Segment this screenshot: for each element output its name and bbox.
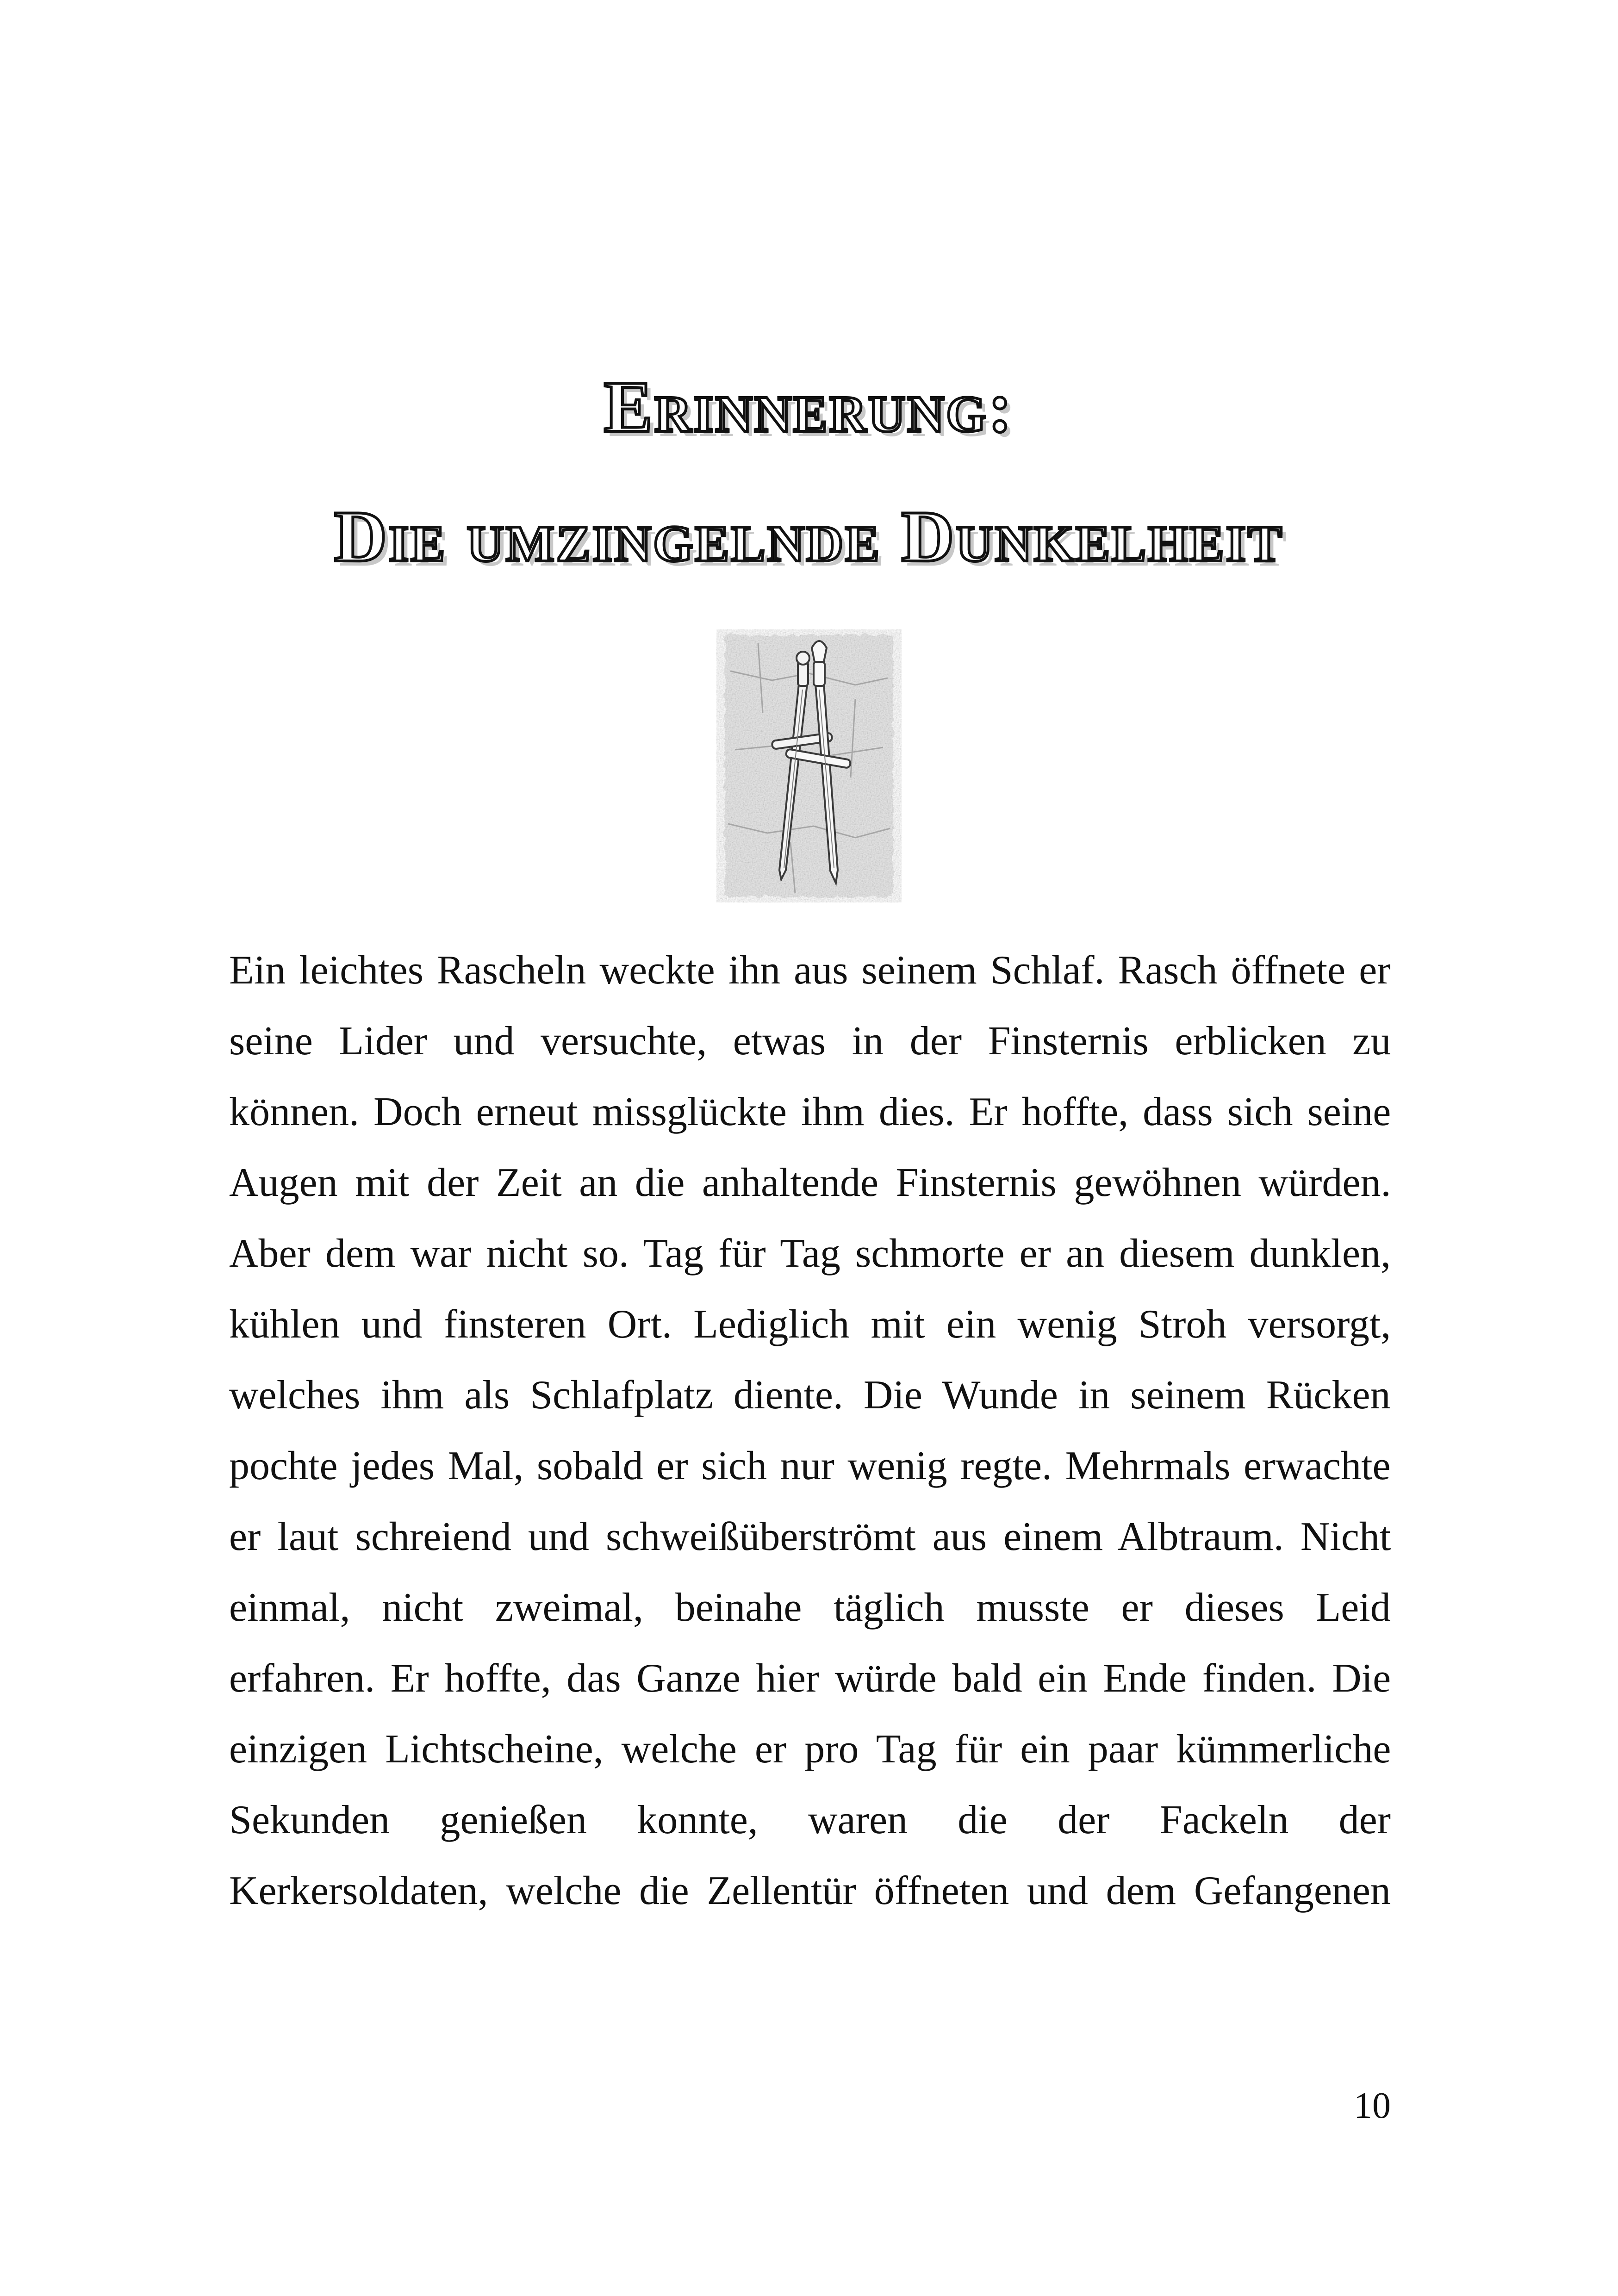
page-number: 10	[1354, 2085, 1391, 2126]
text-line: pochte jedes Mal, sobald er sich nur wenig regte. Mehrmals erwachte	[229, 1444, 1391, 1488]
text-line: seine Lider und versuchte, etwas in der Finsternis erblicken zu	[229, 1019, 1391, 1064]
text-line: Aber dem war nicht so. Tag für Tag schmorte er an diesem dunklen,	[229, 1231, 1391, 1276]
text-line: erfahren. Er hoffte, das Ganze hier würde bald ein Ende finden. Die	[229, 1656, 1391, 1701]
chapter-title-line-1: Erinnerung:	[604, 367, 1014, 448]
chapter-body-text	[229, 935, 1391, 1926]
text-line: er laut schreiend und schweißüberströmt aus einem Albtraum. Nicht	[229, 1514, 1391, 1559]
chapter-title	[0, 342, 1618, 602]
chapter-title-line-2: Die umzingelnde Dunkelheit	[334, 496, 1284, 577]
crossed-swords-on-stone-icon	[716, 629, 902, 902]
text-line: Sekunden genießen konnte, waren die der Fackeln der	[229, 1798, 1391, 1842]
text-line: können. Doch erneut missglückte ihm dies. Er hoffte, dass sich seine	[229, 1089, 1391, 1134]
text-line: welches ihm als Schlafplatz diente. Die Wunde in seinem Rücken	[229, 1373, 1391, 1418]
text-line: Kerkersoldaten, welche die Zellentür öffneten und dem Gefangenen	[229, 1868, 1391, 1913]
text-line: einzigen Lichtscheine, welche er pro Tag für ein paar kümmerliche	[229, 1727, 1391, 1772]
text-line: Augen mit der Zeit an die anhaltende Finsternis gewöhnen würden.	[229, 1160, 1391, 1205]
text-line: einmal, nicht zweimal, beinahe täglich musste er dieses Leid	[229, 1585, 1391, 1630]
text-line: kühlen und finsteren Ort. Lediglich mit ein wenig Stroh versorgt,	[229, 1302, 1391, 1347]
text-line: Ein leichtes Rascheln weckte ihn aus seinem Schlaf. Rasch öffnete er	[229, 948, 1391, 993]
